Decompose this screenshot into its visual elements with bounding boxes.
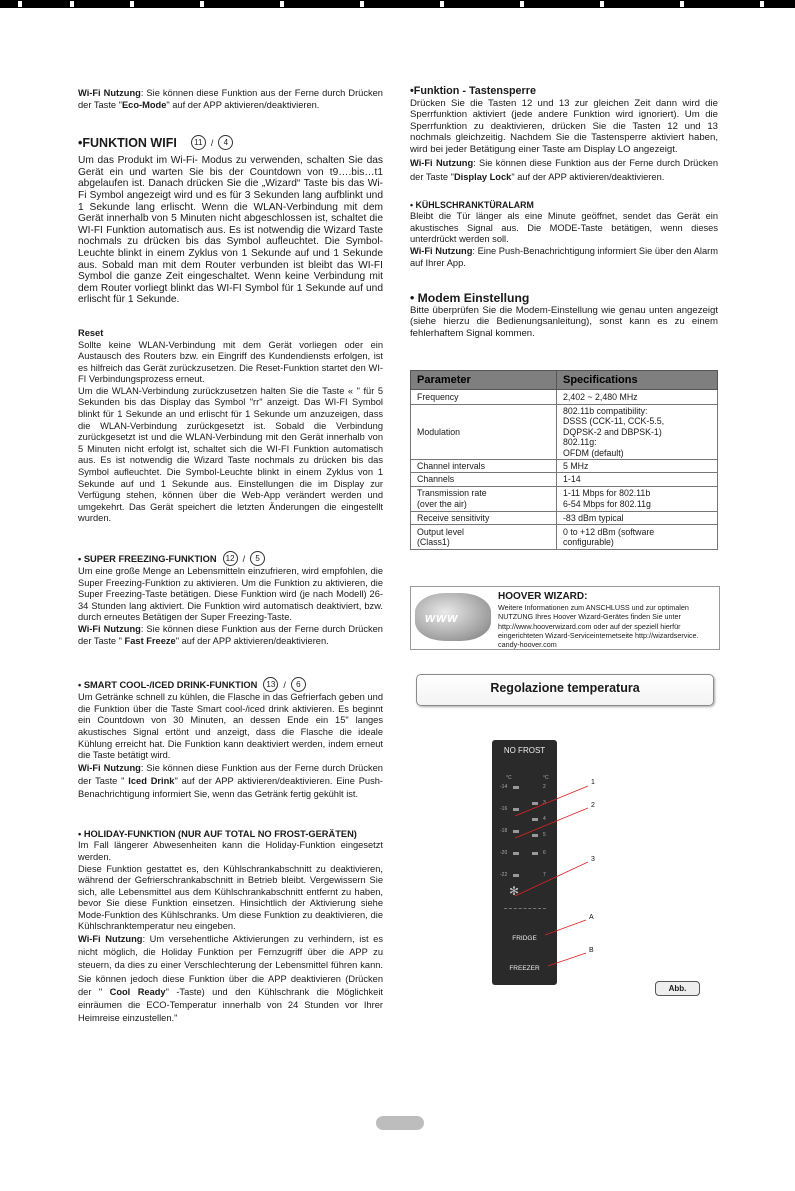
- number-badge: 4: [218, 135, 233, 150]
- wizard-text: Weitere Informationen zum ANSCHLUSS und zur optimalen NUTZUNG Ihres Hoover Wizard-Gerätes finden Sie unter http://www.hooverwizard.com oder auf der speziell hierfür eingerichteten Wizard-Serviceinternetseite http://wizardservice. candy-hoover.com: [498, 603, 699, 650]
- number-badge: 11: [191, 135, 206, 150]
- table-cell: Transmission rate (over the air): [411, 486, 557, 511]
- table-cell: Receive sensitivity: [411, 511, 557, 524]
- smart-cool-wifi: Wi-Fi Nutzung: Sie können diese Funktion aus der Ferne durch Drücken der Taste " Iced Drink" auf der APP aktivieren/deaktivieren. Eine Push-Benachrichtigung informiert Sie, wenn das Getränk fertig gekühlt ist.: [78, 762, 384, 799]
- scale-right: 3: [543, 800, 546, 806]
- number-badge: 12: [223, 551, 238, 566]
- callout-label: A: [589, 914, 594, 921]
- table-cell: Channels: [411, 473, 557, 486]
- heading-tueralarm: • KÜHLSCHRANKTÜRALARM: [410, 199, 534, 210]
- table-cell: Frequency: [411, 390, 557, 405]
- panel-title: NO FROST: [503, 746, 546, 755]
- scale-right: 2: [543, 784, 546, 790]
- wizard-title: HOOVER WIZARD:: [498, 591, 588, 602]
- scale-left: -20: [500, 850, 508, 856]
- holiday-wifi: Wi-Fi Nutzung: Um versehentliche Aktivierungen zu verhindern, ist es nicht möglich, die Holiday Funktion per Fernzugriff über die APP zu steuern, da dies zu einer Verschlechterung der Lebensmittel führen kann. Sie können jedoch diese Funktion über die APP deaktivieren (Drücken der " Cool Ready" -Taste) und den Kühlschrank die Möglichkeit einräumen die ECO-Temperatur innerhalb von 24 Stunden vor Ihrer Heimreise einzustellen.": [78, 934, 383, 1024]
- table-cell: -83 dBm typical: [557, 511, 718, 524]
- scale-left: -22: [500, 872, 508, 878]
- heading-smart-cool: • SMART COOL-/ICED DRINK-FUNKTION 13 / 6: [78, 677, 383, 692]
- scale-right: 4: [543, 816, 546, 822]
- table-cell: 1-14: [557, 473, 718, 486]
- regolazione-header: Regolazione temperatura: [416, 674, 714, 706]
- callout-label: 2: [591, 802, 595, 809]
- number-badge: 6: [291, 677, 306, 692]
- table-cell: 0 to +12 dBm (software configurable): [557, 525, 718, 550]
- holiday-body-1: Im Fall längerer Abwesenheiten kann die Holiday-Funktion eingesetzt werden.: [78, 840, 383, 862]
- table-cell: 5 MHz: [557, 460, 718, 473]
- funktion-wifi-body: Um das Produkt im Wi-Fi- Modus zu verwenden, schalten Sie das Gerät ein und warten Sie bis der Countdown von t9….bis…t1 abgelaufen ist. Danach drücken Sie die „Wizard“ Taste bis das Wi-Fi Symbol angezeigt wird und es für 3 Sekunden lang aufblinkt und 1 Sekunde lang erlischt. Wenn die WLAN-Verbindung mit dem Gerät innerhalb von 5 Minuten nicht abgeschlossen ist, schaltet die WI-FI Funktion automatisch aus. Es ist notwendig die Wizard Taste nochmals zu drücken bis das Symbol aufleuchtet. Die Symbol-Leuchte blinkt in einem Zyklus von 1 Sekunde auf und 1 Sekunde aus. Sobald man mit dem Router verbunden ist bleibt das WI-FI Symbol die ganze Zeit eingeschaltet. Wenn keine Verbindung mit dem Router vorliegt blinkt das WI-FI Symbol für 1 Sekunde auf und erlischt für 1 Sekunde.: [78, 155, 383, 306]
- table-cell: Output level (Class1): [411, 525, 557, 550]
- abb-label: Abb.: [655, 981, 700, 996]
- super-freezing-body: Um eine große Menge an Lebensmitteln einzufrieren, wird empfohlen, die Super Freezing-Funktion zu aktivieren. Um die Funktion zu aktivieren, die Super Freezing-Taste betätigen. Diese Funktion wird (je nach Modell) 26-34 Stunden lang aktiviert. Die Funktion wird automatisch deaktiviert, bzw. durch erneutes Betätigen der Super Freezing-Taste.: [78, 566, 383, 623]
- scale-left: -18: [500, 828, 508, 834]
- callout-label: B: [589, 947, 594, 954]
- scale-left: -14: [500, 784, 508, 790]
- scale-right: 7: [543, 872, 546, 878]
- wifi-usage-eco: Wi-Fi Nutzung: Sie können diese Funktion aus der Ferne durch Drücken der Taste "Eco-Mode" auf der APP aktivieren/deaktivieren.: [78, 88, 383, 110]
- unit-left: °C: [506, 775, 512, 781]
- page-number-pill: [376, 1116, 424, 1130]
- snowflake-icon: ✻: [509, 884, 520, 898]
- reset-body-2: Um die WLAN-Verbindung zurückzusetzen halten Sie die Taste « " für 5 Sekunden bis das Display das Symbol "rr" anzeigt. Das WI-FI Symbol blinkt für 1 Sekunde an und erlischt für 1 Sekunde um anzuzeigen, dass die WLAN-Verbindung zurückgesetzt ist. Sobald die Verbindung zurückgesetzt ist und die WLAN-Verbindung mit den Gerät innerhalb von 5 Minuten nicht erfolgt ist, schaltet sich die WI-FI Funktion automatisch aus. Es ist notwendig die Wizard Taste nochmals zu drücken bis das Symbol aufleuchtet. Die Symbol-Leuchte blinkt in einem Zyklus von 1 Sekunde auf und 1 Sekunde aus. Einstellungen die im Display zur Verfügung stehen, können über die Web-App verändert werden und umgekehrt. Das Gerät speichert die letzten Änderungen die eingestellt wurden.: [78, 385, 383, 524]
- callout-label: 1: [591, 779, 595, 786]
- callout-label: 3: [591, 856, 595, 863]
- heading-reset: Reset: [78, 327, 104, 338]
- table-cell: 802.11b compatibility: DSSS (CCK-11, CCK-5.5, DQPSK-2 and DBPSK-1) 802.11g: OFDM (default): [557, 405, 718, 460]
- reset-body-1: Sollte keine WLAN-Verbindung mit dem Gerät vorliegen oder ein Austausch des Routers bzw. ein Eingriff des Kundendiensts erfolgen, ist es hilfreich das Gerät zurückzusetzen. Die Reset-Funktion startet den WI-FI Verbindungsprozess erneut.: [78, 339, 383, 385]
- globe-www-icon: www: [415, 593, 491, 641]
- table-cell: Modulation: [411, 405, 557, 460]
- tueralarm-body: Bleibt die Tür länger als eine Minute geöffnet, sendet das Gerät ein akustisches Signal aus. Die MODE-Taste betätigen, wenn dieses unterdrückt werden soll.: [410, 211, 718, 245]
- unit-right: °C: [543, 775, 549, 781]
- table-cell: 2,402 ~ 2,480 MHz: [557, 390, 718, 405]
- tastensperre-body: Drücken Sie die Tasten 12 und 13 zur gleichen Zeit dann wird die Sperrfunktion aktiviert (jede andere Funktion wird ignoriert). Um die Sperrfunktion zu deaktivieren, drücken Sie die Tasten 12 und 13 nochmals gleichzeitig. Nachdem Sie die Tastensperre aktiviert haben, wird bei jeder Betätigung einer Taste am Display LO angezeigt.: [410, 97, 718, 155]
- scale-left: -16: [500, 806, 508, 812]
- number-badge: 5: [250, 551, 265, 566]
- table-header: Parameter: [411, 371, 557, 390]
- scale-right: 5: [543, 832, 546, 838]
- freezer-button[interactable]: FREEZER: [509, 965, 540, 972]
- heading-funktion-wifi: •FUNKTION WIFI 11 / 4: [78, 135, 383, 150]
- number-badge: 13: [263, 677, 278, 692]
- table-cell: Channel intervals: [411, 460, 557, 473]
- heading-holiday: • HOLIDAY-FUNKTION (NUR AUF TOTAL NO FROST-GERÄTEN): [78, 828, 357, 839]
- holiday-body-2: Diese Funktion gestattet es, den Kühlschrankabschnitt zu deaktivieren, während der Gefrierschrankabschnitt in Betrieb bleibt. Vergewissern Sie sich, alle Lebensmittel aus dem Kühlschrankabschnitt entfernt zu haben, bevor Sie diese Funktion einsetzen. Hinsichtlich der Aktivierung siehe Mode-Funktion des Kühlschranks. Um diese Funktion zu deaktivieren, die Kühlschranktemperatur neu eingeben.: [78, 863, 383, 932]
- table-cell: 1-11 Mbps for 802.11b 6-54 Mbps for 802.11g: [557, 486, 718, 511]
- tueralarm-wifi: Wi-Fi Nutzung: Eine Push-Benachrichtigung informiert Sie über den Alarm auf Ihrer App.: [410, 245, 718, 268]
- heading-super-freezing: • SUPER FREEZING-FUNKTION 12 / 5: [78, 551, 383, 566]
- modem-body: Bitte überprüfen Sie die Modem-Einstellung wie genau unten angezeigt (siehe hierzu die Bedienungsanleitung), sonst kann es zu einem fehlerhaftem Signal kommen.: [410, 304, 718, 339]
- table-header: Specifications: [557, 371, 718, 390]
- fridge-button[interactable]: FRIDGE: [512, 935, 537, 942]
- super-freezing-wifi: Wi-Fi Nutzung: Sie können diese Funktion aus der Ferne durch Drücken der Taste " Fast Freeze" auf der APP aktivieren/deaktivieren.: [78, 623, 383, 646]
- heading-tastensperre: •Funktion - Tastensperre: [410, 85, 536, 97]
- scale-right: 6: [543, 850, 546, 856]
- smart-cool-body: Um Getränke schnell zu kühlen, die Flasche in das Gefrierfach geben und die Funktion über die Taste Smart cool-/iced drink aktivieren. Es beginnt ein Countdown von 30 Minuten, an dessen Ende ein 15" langes akustisches Signal ertönt und anzeigt, dass die Flasche die ideale Kühlung erreicht hat. Die Funktion kann deaktiviert werden, indem erneut die Taste betätigt wird.: [78, 692, 383, 761]
- heading-modem: • Modem Einstellung: [410, 291, 530, 306]
- tastensperre-wifi: Wi-Fi Nutzung: Sie können diese Funktion aus der Ferne durch Drücken der Taste "Display Lock" auf der APP aktivieren/deaktivieren.: [410, 157, 718, 182]
